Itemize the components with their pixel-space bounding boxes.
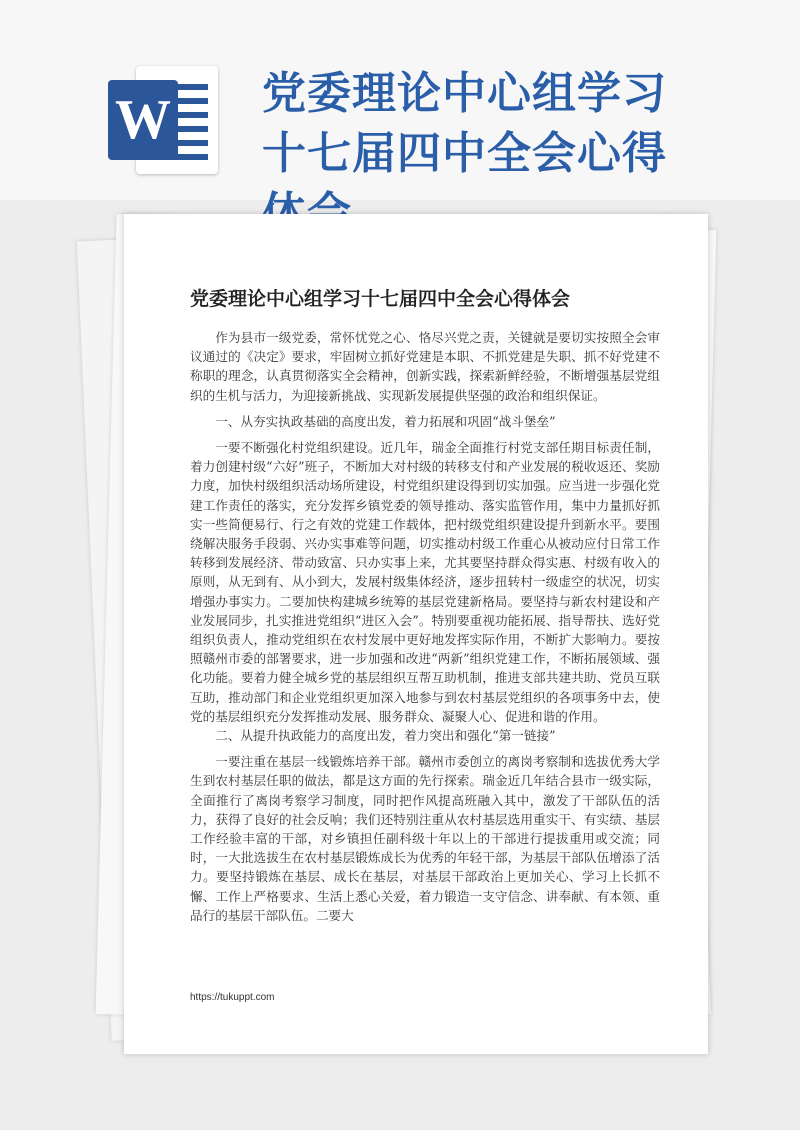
header-title: 党委理论中心组学习十七届四中全会心得	[262, 68, 667, 179]
document-body	[190, 328, 660, 925]
paragraph-intro: 作为县市一级党委，常怀忧党之心、恪尽兴党之责，关键就是要切实按照全会审议通过的《决定》要求，牢固树立抓好党建是本职、不抓党建是失职、抓不好党建不称职的理念，认真贯彻落实全会精神，创新实践，探索新鲜经验，不断增强基层党组织的生机与活力，为迎接新挑战、实现新发展提供坚强的政治和组织保证。	[190, 330, 660, 403]
document-title: 党委理论中心组学习十七届四中全会心得体会	[190, 288, 571, 310]
header-banner	[0, 0, 800, 200]
word-icon-letter: W	[108, 80, 178, 160]
section-heading-1: 一、从夯实执政基础的高度出发，着力拓展和巩固“战斗堡垒”	[215, 413, 556, 429]
section-heading-2: 二、从提升执政能力的高度出发，着力突出和强化“第一链接”	[215, 728, 556, 744]
paragraph-section-1: 一要不断强化村党组织建设。近几年，瑞金全面推行村党支部任期目标责任制，着力创建村级“六好”班子，不断加大对村级的转移支付和产业发展的税收返还、奖励力度，加快村级组织活动场所建设，村党组织建设得到切实加强。应当进一步强化党建工作责任的落实，充分发挥乡镇党委的领导推动、落实监管作用，集中力量抓好抓实一些简便易行、行之有效的党建工作载体，把村级党组织建设提升到新水平。要围绕解决服务手段弱、兴办实事难等问题，切实推动村级工作重心从被动应付日常工作转移到发展经济、带动致富、只办实事上来，尤其要坚持群众得实惠、村级有收入的原则，从无到有、从小到大，发展村级集体经济，逐步扭转村一级虚空的状况，切实增强办事实力。二要加快构建城乡统筹的基层党建新格局。要坚持与新农村建设和产业发展同步，扎实推进党组织“进区入会”。特别要重视功能拓展、指导帮扶、选好党组织负责人，推动党组织在农村发展中更好地发挥实际作用，不断扩大影响力。要按照赣州市委的部署要求，进一步加强和改进“两新”组织党建工作，不断拓展领域、强化功能。要着力健全城乡党的基层组织互帮互助机制，推进支部共建共助、党员互联互助，推动部门和企业党组织更加深入地参与到农村基层党组织的各项事务中去，使党的基层组织充分发挥推动发展、服务群众、凝聚人心、促进和谐的作用。	[190, 440, 660, 724]
document-page	[124, 214, 708, 1054]
word-document-icon	[108, 66, 218, 174]
paragraph-section-2: 一要注重在基层一线锻炼培养干部。赣州市委创立的离岗考察制和选拔优秀大学生到农村基层任职的做法，都是这方面的先行探索。瑞金近几年结合县市一级实际，全面推行了离岗考察学习制度，同时把作风提高班融入其中，激发了干部队伍的活力，获得了良好的社会反响；我们还特别注重从农村基层选用重实干、有实绩、基层工作经验丰富的干部，对乡镇担任副科级十年以上的干部进行提拔重用或交流；同时，一大批选拔生在农村基层锻炼成长为优秀的年轻干部，为基层干部队伍增添了活力。要坚持锻炼在基层、成长在基层，对基层干部政治上更加关心、学习上长抓不懈、工作上严格要求、生活上悉心关爱，着力锻造一支守信念、讲奉献、有本领、重品行的基层干部队伍。二要大	[190, 754, 660, 923]
footer-url: https://tukuppt.com	[190, 992, 275, 1003]
